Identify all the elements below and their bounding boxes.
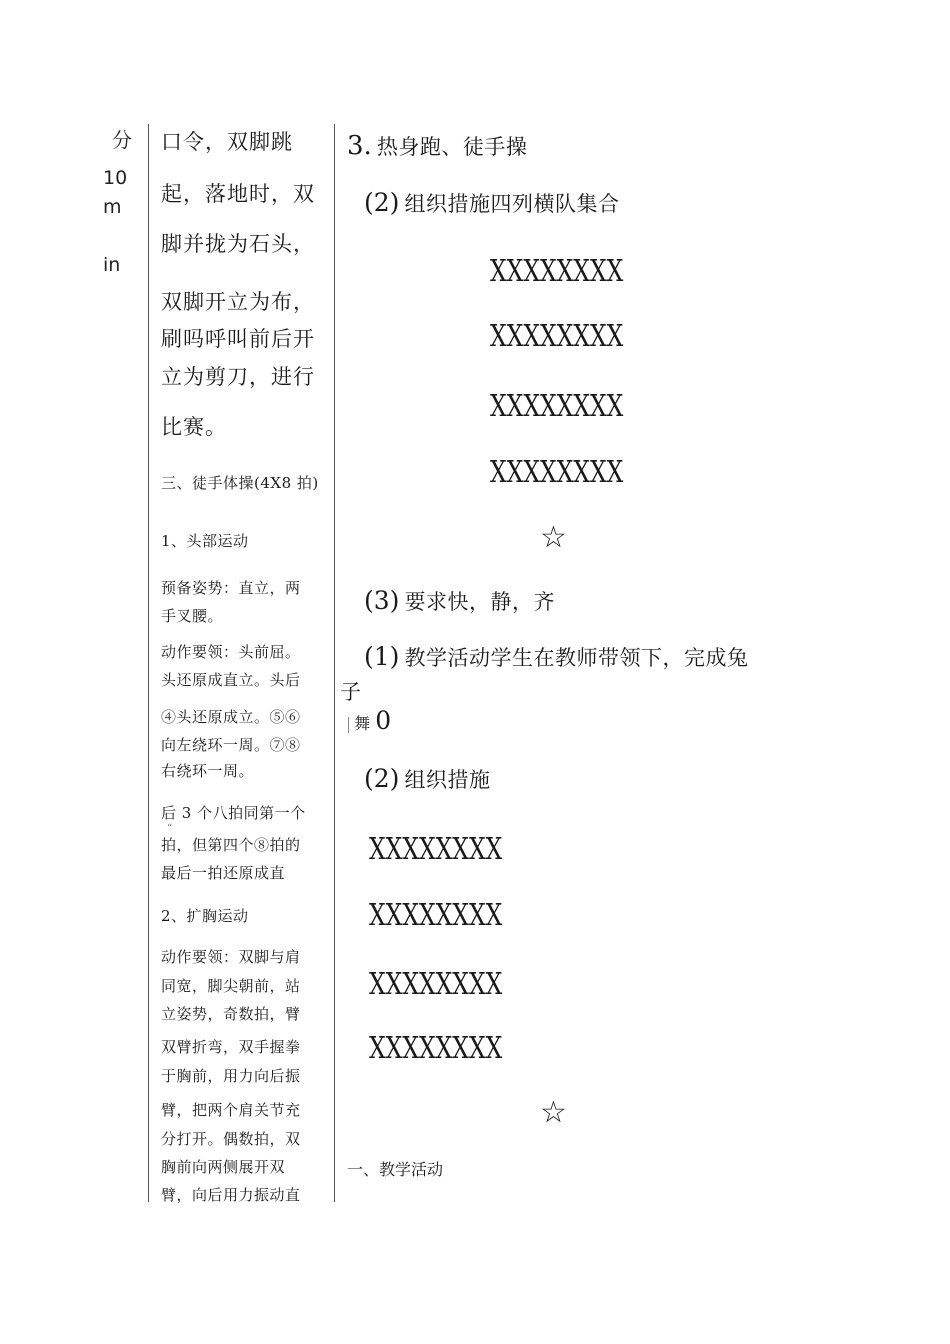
column-divider-left [148,124,149,1202]
formation-b-row-2: XXXXXXXX [369,898,503,933]
activity-zero: 0 [375,706,392,735]
formation-b-row-3: XXXXXXXX [369,967,503,1002]
item3-heading [347,131,527,161]
prep-line-2: 手叉腰。 [161,607,224,625]
chest-line-5: 于胸前，用力向后振 [161,1067,301,1085]
prep-line-1: 预备姿势：直立，两 [161,579,301,597]
formation-a-row-3: XXXXXXXX [490,389,624,424]
line-artifact [348,717,349,733]
content-line-4: 双脚开立为布， [161,290,315,314]
content-line-3: 脚并拢为石头， [161,232,315,256]
chest-exercise-title: 2、扩胸运动 [161,907,249,925]
org2-heading [364,764,491,794]
content-line-5: 刷吗呼叫前后开 [161,327,315,351]
head-exercise-title: 1、头部运动 [161,532,249,550]
action-line-5: 右绕环一周。 [161,762,255,780]
formation-b-row-1: XXXXXXXX [369,832,503,867]
formation-a-row-2: XXXXXXXX [490,319,624,354]
activity-text-cont: 子 [340,680,362,704]
chest-line-3: 立姿势，奇数拍，臂 [161,1005,301,1023]
chest-line-9: 臂，向后用力振动直 [161,1186,301,1204]
requirement-number: (3) [364,586,400,615]
action-line-1: 动作要领：头前屈。 [161,643,301,661]
chest-line-4: 双臂折弯，双手握拳 [161,1038,301,1056]
after-line-1: 后 3 个八拍同第一个 [161,804,306,822]
chest-line-2: 同宽，脚尖朝前，站 [161,977,301,995]
formation-a-row-4: XXXXXXXX [490,455,624,490]
org2-number: (2) [364,764,400,793]
content-line-2: 起，落地时，双 [161,182,315,206]
section-heading: 三、徒手体操(4X8 拍) [161,474,319,492]
time-unit-in: in [103,254,121,276]
tiny-mark: “ [167,823,173,834]
activity-number: (1) [364,642,400,671]
requirement-text: 要求快，静，齐 [404,590,556,614]
formation-a-row-1: XXXXXXXX [490,254,624,289]
item3-text: 热身跑、徒手操 [376,135,528,159]
chest-line-6: 臂，把两个肩关节充 [161,1101,301,1119]
formation-b-row-4: XXXXXXXX [369,1031,503,1066]
activity-text-cont-2 [348,706,391,735]
after-line-3: 最后一拍还原成直 [161,864,286,882]
time-value: 10 [103,167,128,189]
content-line-7: 比赛。 [161,415,227,439]
time-unit-m: m [103,196,122,218]
after-line-2: 拍，但第四个⑧拍的 [161,836,301,854]
activity-heading [364,642,749,672]
org1-text: 组织措施四列横队集合 [404,192,620,216]
org1-heading [364,188,620,218]
teaching-activity-heading: 一、教学活动 [347,1160,444,1179]
activity-dance: 舞 [354,714,371,733]
chest-line-1: 动作要领：双脚与肩 [161,948,301,966]
chest-line-8: 胸前向两侧展开双 [161,1158,286,1176]
activity-text: 教学活动学生在教师带领下，完成兔 [404,646,749,670]
item3-number: 3. [347,131,372,161]
column-divider-right [334,124,335,1202]
action-line-4: 向左绕环一周。⑦⑧ [161,736,301,754]
requirement-heading [364,586,555,616]
chest-line-7: 分打开。偶数拍，双 [161,1130,301,1148]
teacher-star-icon: ☆ [540,520,567,555]
content-line-1: 口令，双脚跳 [161,130,293,154]
org1-number: (2) [364,188,400,217]
time-unit-fen: 分 [112,128,132,152]
content-line-6: 立为剪刀，进行 [161,365,315,389]
org2-text: 组织措施 [404,768,491,792]
teacher-star-icon-2: ☆ [540,1095,567,1130]
action-line-3: ④头还原成立。⑤⑥ [161,708,301,726]
action-line-2: 头还原成直立。头后 [161,671,301,689]
